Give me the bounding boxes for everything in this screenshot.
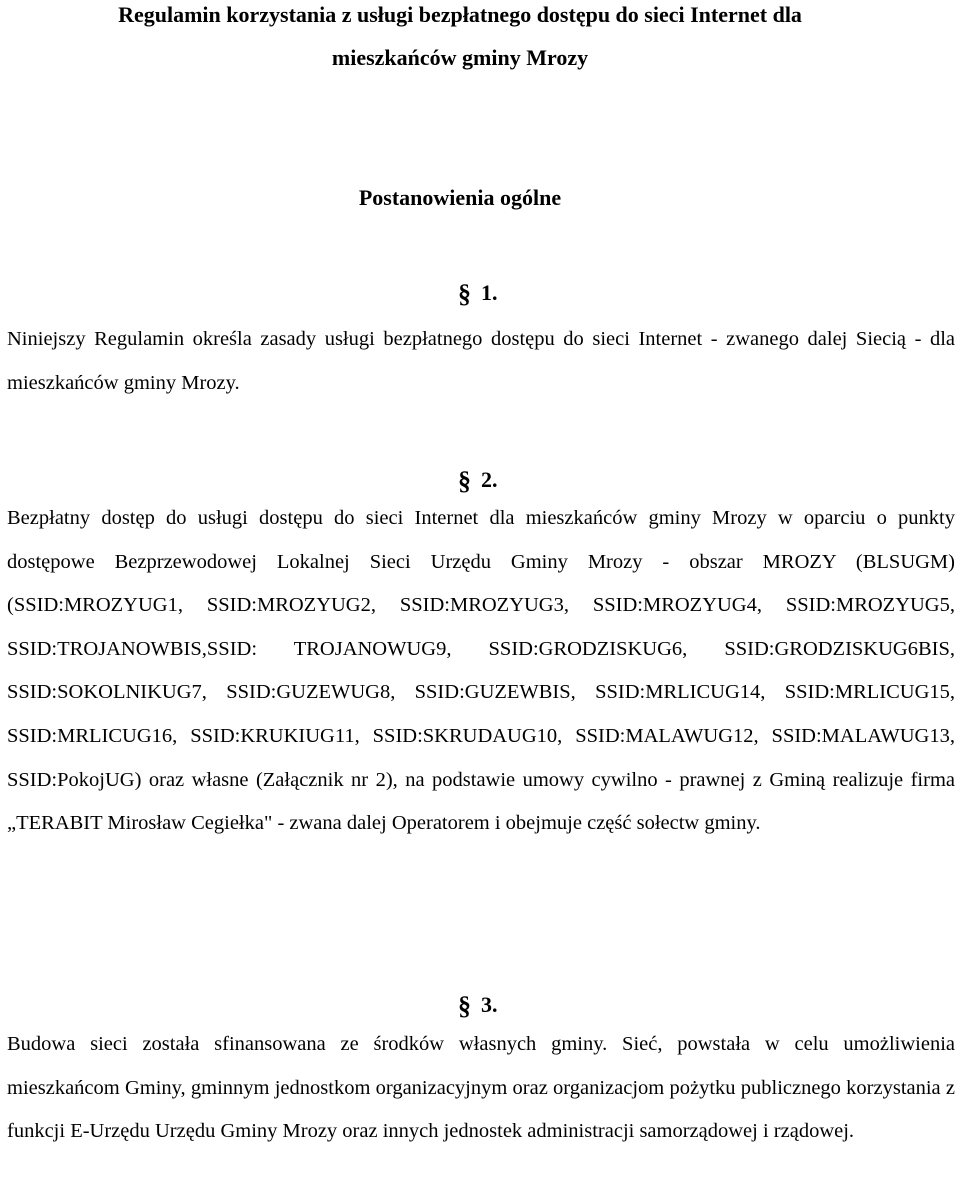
section-sign-icon: § (458, 466, 471, 495)
section-sign-icon: § (458, 279, 471, 308)
document-title-line-1: Regulamin korzystania z usługi bezpłatnego dostępu do sieci Internet dla (118, 2, 802, 27)
paragraph-text-2: Bezpłatny dostęp do usługi dostępu do sieci Internet dla mieszkańców gminy Mrozy w oparciu o punkty dostępowe Bezprzewodowej Lokalnej Sieci Urzędu Gminy Mrozy - obszar MROZY (BLSUGM) (SSID:MROZYUG1, SSID:MROZYUG2, SSID:MROZYUG3, SSID:MROZYUG4, SSID:MROZYUG5, SSID:TROJANOWBIS,SSID: TROJANOWUG9, SSID:GRODZISKUG6, SSID:GRODZISKUG6BIS, SSID:SOKOLNIKUG7, SSID:GUZEWUG8, SSID:GUZEWBIS, SSID:MRLICUG14, SSID:MRLICUG15, SSID:MRLICUG16, SSID:KRUKIUG11, SSID:SKRUDAUG10, SSID:MALAWUG12, SSID:MALAWUG13, SSID:PokojUG) oraz własne (Załącznik nr 2), na podstawie umowy cywilno - prawnej z Gminą realizuje firma „TERABIT Mirosław Cegiełka" - zwana dalej Operatorem i obejmuje część sołectw gminy. (7, 507, 955, 835)
paragraph-number: 3. (481, 992, 498, 1017)
paragraph-text-1: Niniejszy Regulamin określa zasady usługi bezpłatnego dostępu do sieci Internet - zwanego dalej Siecią - dla mieszkańców gminy Mrozy. (7, 328, 955, 394)
paragraph-number: 2. (481, 467, 498, 492)
paragraph-number: 1. (481, 280, 498, 305)
paragraph-marker-3 (458, 990, 538, 1021)
document-title-line-2: mieszkańców gminy Mrozy (331, 45, 589, 70)
paragraph-marker-2 (458, 465, 538, 496)
paragraph-marker-1 (458, 278, 538, 309)
section-heading: Postanowienia ogólne (358, 185, 562, 210)
paragraph-text-3: Budowa sieci została sfinansowana ze środków własnych gminy. Sieć, powstała w celu umożliwienia mieszkańcom Gminy, gminnym jednostkom organizacyjnym oraz organizacjom pożytku publicznego korzystania z funkcji E-Urzędu Urzędu Gminy Mrozy oraz innych jednostek administracji samorządowej i rządowej. (7, 1033, 955, 1143)
section-sign-icon: § (458, 991, 471, 1020)
